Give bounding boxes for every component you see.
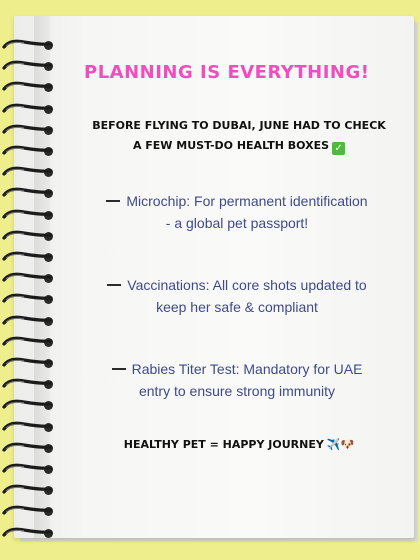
page-title: PLANNING IS EVERYTHING!	[84, 62, 370, 83]
item-line-2: entry to ensure strong immunity	[138, 383, 336, 399]
spiral-ring	[2, 80, 66, 92]
subtitle-line-2: A FEW MUST-DO HEALTH BOXES	[132, 139, 330, 152]
spiral-ring	[2, 504, 66, 516]
item-line-1: Microchip: For permanent identification	[126, 193, 368, 209]
plane-dog-emoji-icon: ✈️🐶	[326, 438, 355, 451]
spiral-ring	[2, 377, 66, 389]
spiral-ring	[2, 186, 66, 198]
item-line-2: - a global pet passport!	[165, 215, 309, 231]
list-item	[72, 274, 402, 318]
spiral-ring	[2, 398, 66, 410]
spiral-ring	[2, 102, 66, 114]
footer-label: HEALTHY PET = HAPPY JOURNEY	[123, 438, 324, 451]
spiral-ring	[2, 123, 66, 135]
spiral-ring	[2, 483, 66, 495]
check-mark-icon: ✓	[332, 142, 345, 155]
spiral-ring	[2, 165, 66, 177]
spiral-ring	[2, 356, 66, 368]
footer-text	[66, 438, 412, 451]
dash-icon	[112, 368, 126, 370]
spiral-ring	[2, 526, 66, 538]
subtitle-line-1: BEFORE FLYING TO DUBAI, JUNE HAD TO CHECK	[92, 119, 386, 132]
spiral-ring	[2, 229, 66, 241]
spiral-ring	[2, 314, 66, 326]
spiral-ring	[2, 420, 66, 432]
subtitle	[66, 116, 412, 156]
dash-icon	[106, 200, 120, 202]
spiral-ring	[2, 208, 66, 220]
spiral-ring	[2, 144, 66, 156]
spiral-ring	[2, 335, 66, 347]
item-line-1: Rabies Titer Test: Mandatory for UAE	[131, 361, 363, 377]
item-line-2: keep her safe & compliant	[156, 299, 318, 315]
spiral-ring	[2, 271, 66, 283]
spiral-ring	[2, 292, 66, 304]
spiral-ring	[2, 38, 66, 50]
dash-icon	[107, 284, 121, 286]
spiral-ring	[2, 59, 66, 71]
item-line-1: Vaccinations: All core shots updated to	[127, 277, 367, 293]
spiral-ring	[2, 250, 66, 262]
spiral-ring	[2, 462, 66, 474]
list-item	[72, 190, 402, 234]
list-item	[72, 358, 402, 402]
spiral-ring	[2, 441, 66, 453]
